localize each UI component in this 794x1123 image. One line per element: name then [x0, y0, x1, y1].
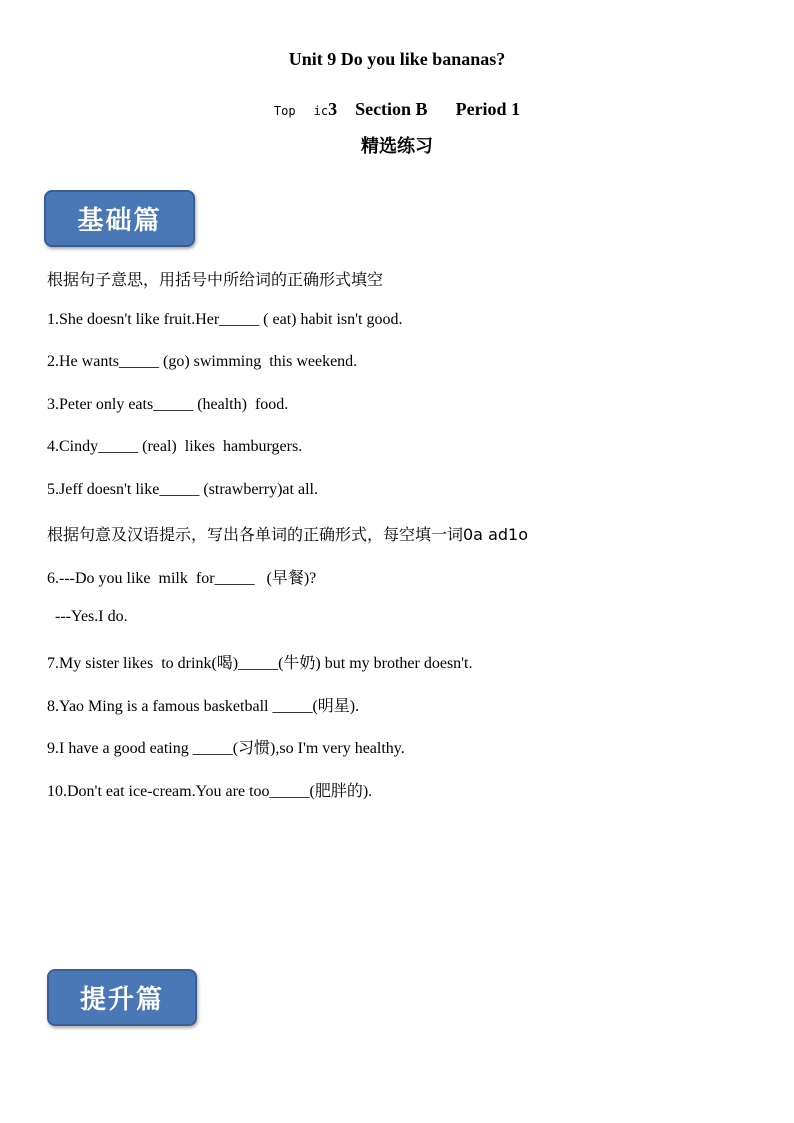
question-10: 10.Don't eat ice-cream.You are too_____(肥胖的). [47, 783, 373, 800]
topic-section-line [0, 99, 794, 120]
question-6: 6.---Do you like milk for_____ (早餐)? [47, 570, 317, 587]
question-4: 4.Cindy_____ (real) likes hamburgers. [47, 438, 303, 455]
topic-label-part1: Top [273, 104, 296, 118]
advanced-section-badge: 提升篇 [47, 969, 197, 1026]
question-9: 9.I have a good eating _____(习惯),so I'm very healthy. [47, 740, 405, 757]
unit-title: Unit 9 Do you like bananas? [288, 49, 506, 69]
part2-instruction: 根据句意及汉语提示，写出各单词的正确形式，每空填一词0a ad1o [47, 525, 529, 544]
basic-section-badge: 基础篇 [44, 190, 195, 247]
part1-instruction: 根据句子意思，用括号中所给词的正确形式填空 [47, 270, 384, 289]
subtitle: 精选练习 [361, 136, 433, 157]
question-5: 5.Jeff doesn't like_____ (strawberry)at all. [47, 481, 318, 498]
question-6-answer: ---Yes.I do. [47, 608, 128, 625]
question-2: 2.He wants_____ (go) swimming this weekend. [47, 353, 358, 370]
question-1: 1.She doesn't like fruit.Her_____ ( eat) habit isn't good. [47, 311, 403, 328]
section-label: Section B [355, 99, 428, 119]
question-3: 3.Peter only eats_____ (health) food. [47, 396, 289, 413]
question-7: 7.My sister likes to drink(喝)_____(牛奶) but my brother doesn't. [47, 655, 473, 672]
period-label: Period 1 [455, 99, 521, 119]
topic-label-part2: ic [313, 104, 329, 118]
question-8: 8.Yao Ming is a famous basketball _____(明星). [47, 698, 360, 715]
topic-number: 3 [328, 99, 338, 119]
